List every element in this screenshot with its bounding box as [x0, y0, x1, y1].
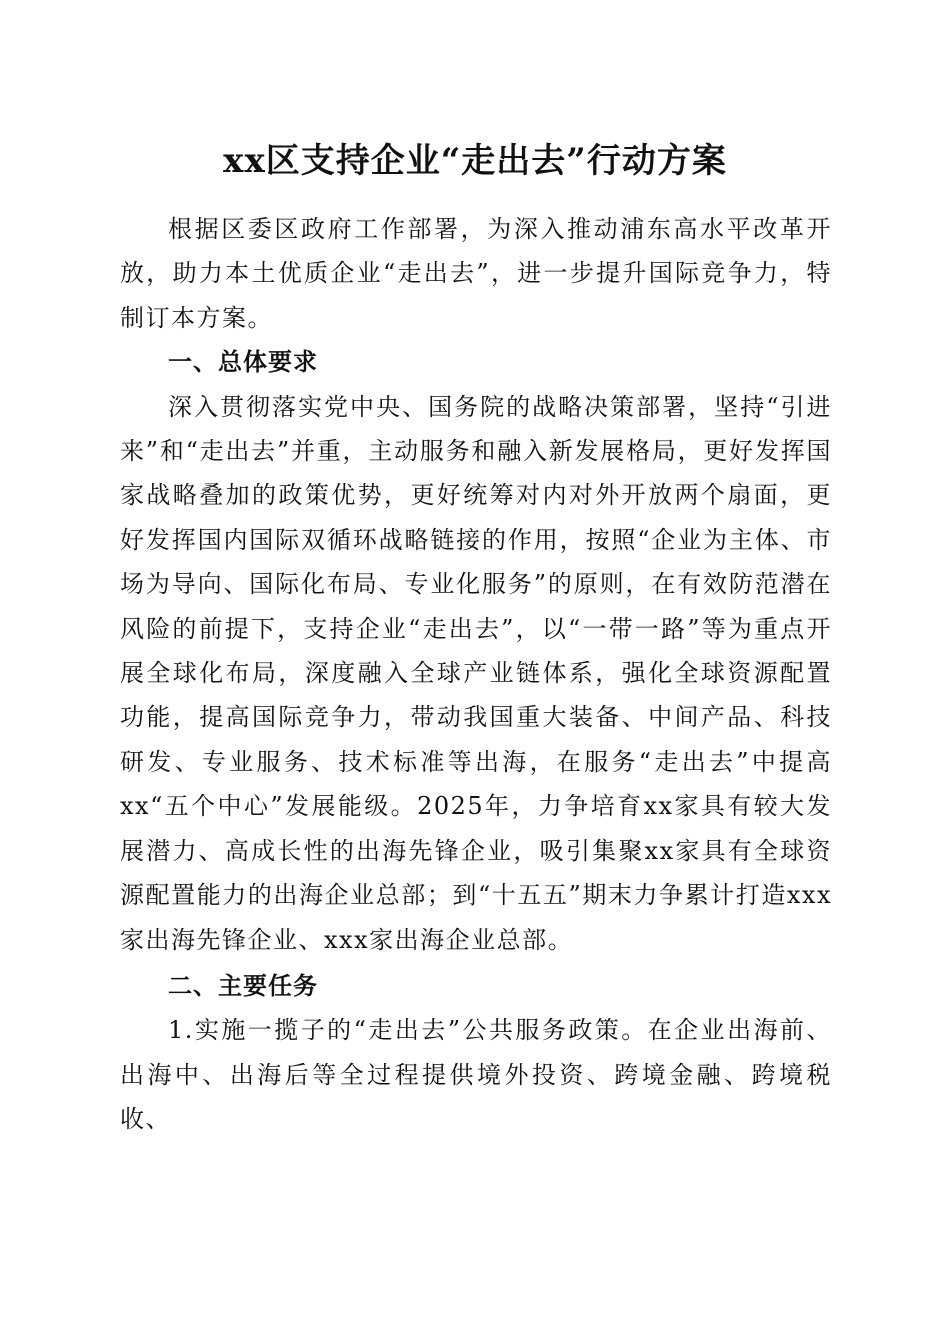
general-requirements-paragraph: 深入贯彻落实党中央、国务院的战略决策部署，坚持“引进来”和“走出去”并重，主动服务和融入新发展格局，更好发挥国家战略叠加的政策优势，更好统筹对内对外开放两个扇面，更好发挥国内国际双循环战略链接的作用，按照“企业为主体、市场为导向、国际化布局、专业化服务”的原则，在有效防范潜在风险的前提下，支持企业“走出去”，以“一带一路”等为重点开展全球化布局，深度融入全球产业链体系，强化全球资源配置功能，提高国际竞争力，带动我国重大装备、中间产品、科技研发、专业服务、技术标准等出海，在服务“走出去”中提高xx“五个中心”发展能级。2025年，力争培育xx家具有较大发展潜力、高成长性的出海先锋企业，吸引集聚xx家具有全球资源配置能力的出海企业总部；到“十五五”期末力争累计打造xxx家出海先锋企业、xxx家出海企业总部。	[120, 392, 832, 954]
section-heading-general-requirements: 一、总体要求	[168, 348, 318, 377]
section-heading-main-tasks: 二、主要任务	[168, 971, 318, 1000]
intro-paragraph: 根据区委区政府工作部署，为深入推动浦东高水平改革开放，助力本土优质企业“走出去”，进一步提升国际竞争力，特制订本方案。	[120, 215, 832, 332]
document-body	[120, 207, 832, 1142]
document-title: xx区支持企业“走出去”行动方案	[223, 141, 727, 181]
main-tasks-paragraph: 1.实施一揽子的“走出去”公共服务政策。在企业出海前、出海中、出海后等全过程提供境外投资、跨境金融、跨境税收、	[120, 1016, 832, 1134]
